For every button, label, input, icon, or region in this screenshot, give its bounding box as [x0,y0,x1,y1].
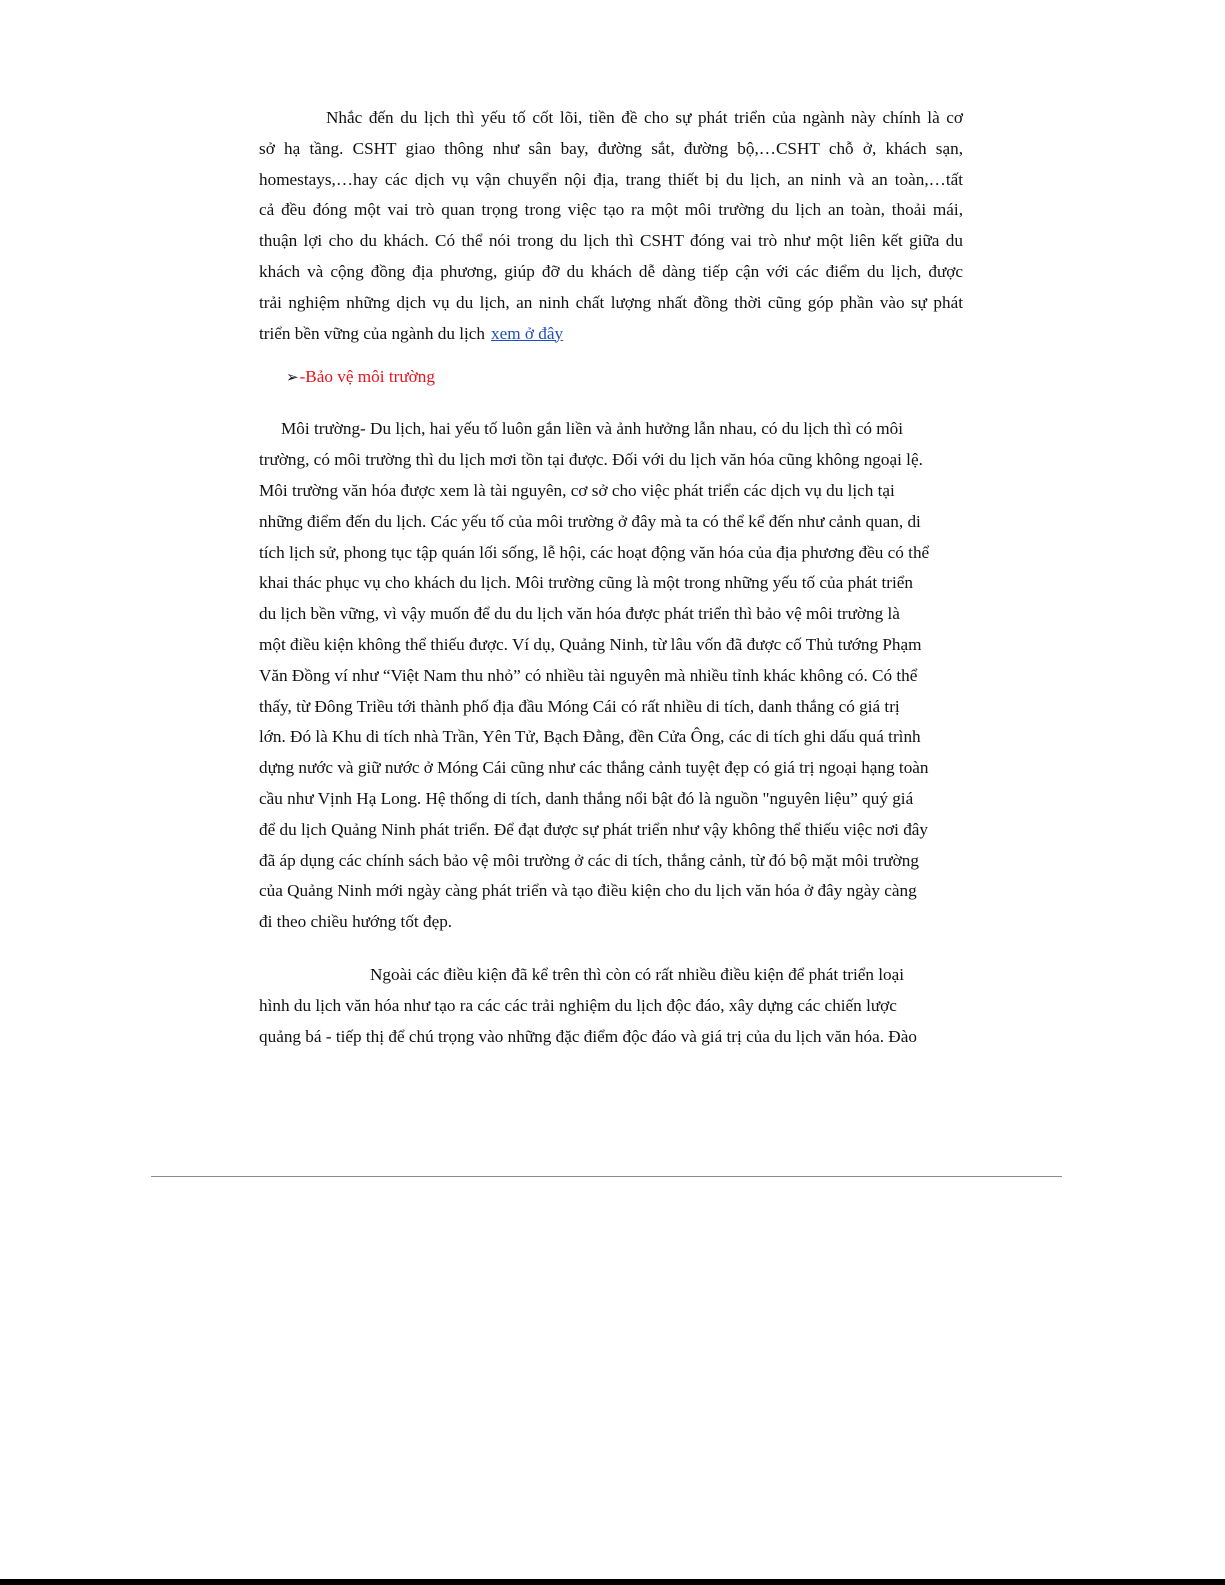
text-line: quảng bá - tiếp thị để chú trọng vào những đặc điểm độc đáo và giá trị của du lịch văn hóa. Đào [259,1026,917,1046]
text-line: sở hạ tầng. CSHT giao thông như sân bay, đường sắt, đường bộ,…CSHT chỗ ở, khách sạn, [259,138,963,158]
text-line: khai thác phục vụ cho khách du lịch. Môi trường cũng là một trong những yếu tố của phát triển [259,573,913,593]
text-line: Môi trường- Du lịch, hai yếu tố luôn gắn liền và ảnh hưởng lẫn nhau, có du lịch thì có môi [281,419,904,439]
page-content [259,103,963,1052]
arrow-bullet-icon: ➢ [286,368,299,387]
bottom-edge-bar [0,1579,1225,1585]
text-line: homestays,…hay các dịch vụ vận chuyển nội địa, trang thiết bị du lịch, an ninh và an toàn,…tất [259,169,963,189]
see-here-link[interactable]: xem ở đây [491,323,564,343]
paragraph-environment [259,414,953,938]
paragraph-other-conditions [259,960,953,1052]
text-line: Môi trường văn hóa được xem là tài nguyên, cơ sở cho việc phát triển các dịch vụ du lịch tại [259,480,895,500]
text-line: thuận lợi cho du khách. Có thể nói trong du lịch thì CSHT đóng vai trò như một liên kết giữa du [259,231,963,251]
text-line: đã áp dụng các chính sách bảo vệ môi trường ở các di tích, thắng cảnh, từ đó bộ mặt môi trường [259,850,919,870]
text-line: thấy, từ Đông Triều tới thành phố địa đầu Móng Cái có rất nhiều di tích, danh thắng có giá trị [259,696,900,716]
text-line: trải nghiệm những dịch vụ du lịch, an ninh chất lượng nhất đồng thời cũng góp phần vào sự phát [259,292,963,312]
text-line: Ngoài các điều kiện đã kể trên thì còn có rất nhiều điều kiện để phát triển loại [370,964,905,984]
text-line: một điều kiện không thể thiếu được. Ví dụ, Quảng Ninh, từ lâu vốn đã được cố Thủ tướng Phạm [259,634,922,654]
text-line: hình du lịch văn hóa như tạo ra các các trải nghiệm du lịch độc đáo, xây dựng các chiến lược [259,995,897,1015]
text-line: Văn Đồng ví như “Việt Nam thu nhỏ” có nhiều tài nguyên mà nhiều tỉnh khác không có. Có thể [259,665,918,685]
text-line: lớn. Đó là Khu di tích nhà Trần, Yên Tử, Bạch Đằng, đền Cửa Ông, các di tích ghi dấu quá trình [259,727,921,747]
text-line: dựng nước và giữ nước ở Móng Cái cũng như các thắng cảnh tuyệt đẹp có giá trị ngoại hạng toàn [259,758,929,778]
text-line-last-text: triển bền vững của ngành du lịch [259,323,486,343]
text-line: cả đều đóng một vai trò quan trọng trong việc tạo ra một môi trường du lịch an toàn, thoải mái, [259,200,963,220]
paragraph-infrastructure [259,103,963,349]
section-heading [286,362,963,392]
text-line: đi theo chiều hướng tốt đẹp. [259,912,453,932]
text-line: cầu như Vịnh Hạ Long. Hệ thống di tích, danh thắng nổi bật đó là nguồn "nguyên liệu” quý giá [259,788,914,808]
page-footer-divider [151,1176,1062,1177]
text-line: của Quảng Ninh mới ngày càng phát triển và tạo điều kiện cho du lịch văn hóa ở đây ngày càng [259,881,917,901]
text-line: trường, có môi trường thì du lịch mơi tồn tại được. Đối với du lịch văn hóa cũng không ngoại lệ. [259,450,923,470]
text-line: tích lịch sử, phong tục tập quán lối sống, lễ hội, các hoạt động văn hóa của địa phương đều có thể [259,542,930,562]
section-heading-text: -Bảo vệ môi trường [299,367,435,387]
text-line: du lịch bền vững, vì vậy muốn để du du lịch văn hóa được phát triển thì bảo vệ môi trường là [259,604,900,624]
text-line: để du lịch Quảng Ninh phát triển. Để đạt được sự phát triển như vậy không thể thiếu việc nơi đây [259,819,929,839]
text-line: những điểm đến du lịch. Các yếu tố của môi trường ở đây mà ta có thể kể đến như cảnh quan, di [259,511,921,531]
text-line: Nhắc đến du lịch thì yếu tố cốt lõi, tiền đề cho sự phát triển của ngành này chính là cơ [326,108,963,127]
text-line: khách và cộng đồng địa phương, giúp đỡ du khách dễ dàng tiếp cận với các điểm du lịch, được [259,261,963,281]
text-line-last [259,319,963,350]
